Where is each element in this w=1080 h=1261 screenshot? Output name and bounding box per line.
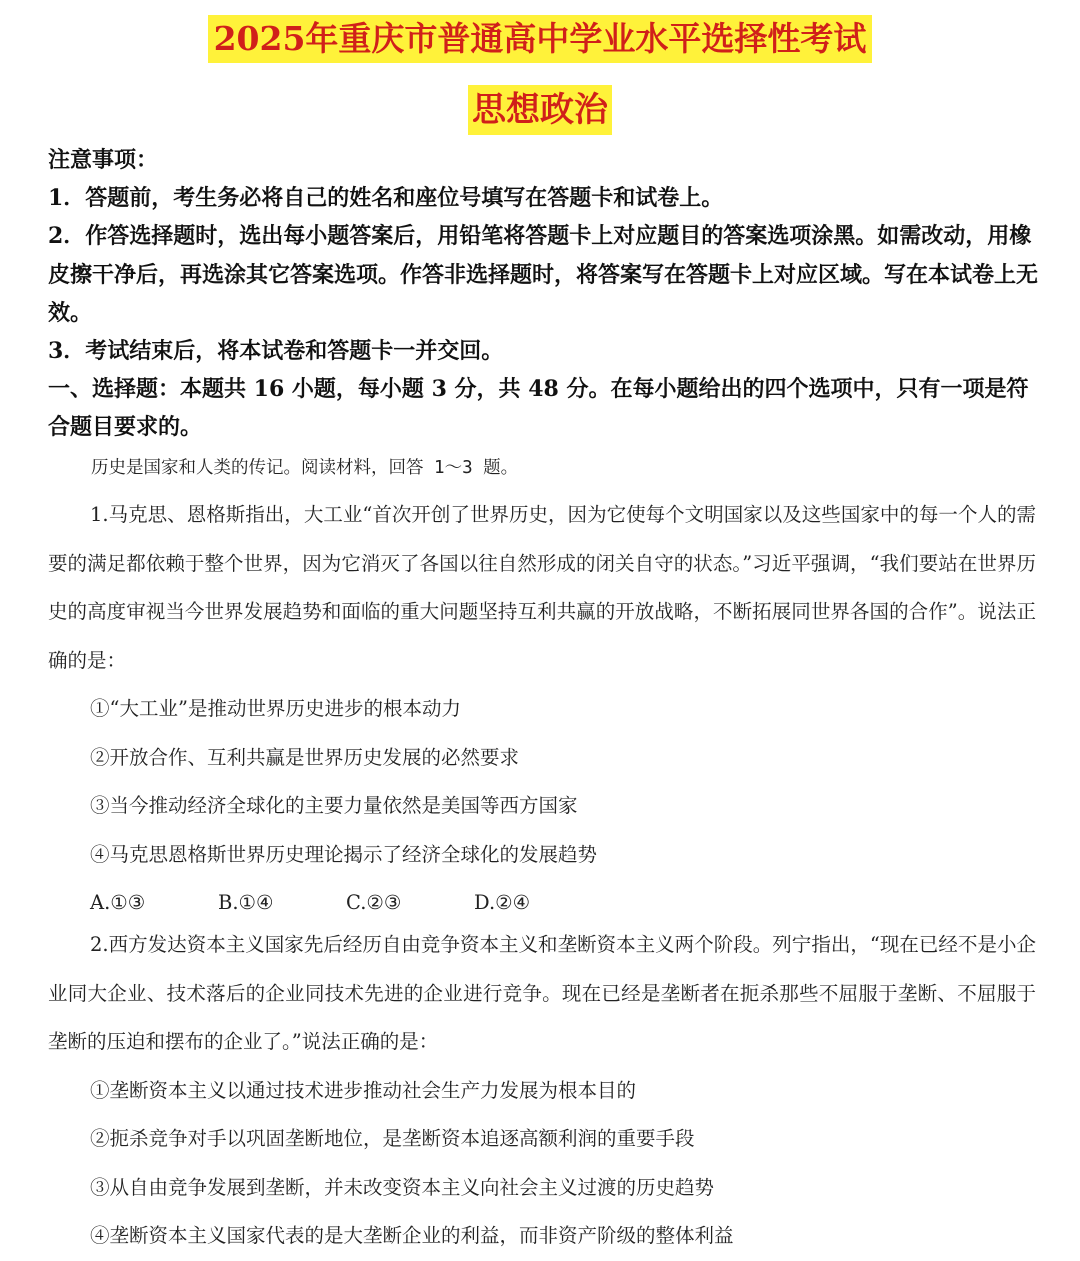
statement-option: ③当今推动经济全球化的主要力量依然是美国等西方国家 (90, 794, 578, 817)
statement-option: ④垄断资本主义国家代表的是大垄断企业的利益，而非资产阶级的整体利益 (90, 1224, 734, 1247)
instruction-item: 1．答题前，考生务必将自己的姓名和座位号填写在答题卡和试卷上。 (48, 185, 724, 212)
instructions-heading: 注意事项： (48, 147, 159, 173)
question-stem: 2.西方发达资本主义国家先后经历自由竞争资本主义和垄断资本主义两个阶段。列宁指出，“现在已经不是小企业同大企业、技术落后的企业同技术先进的企业进行竞争。现在已经是垄断者在扼杀那些不屈服于垄断、不屈服于垄断的压迫和摆布的企业了。”说法正确的是： (48, 933, 1036, 1053)
statement-option: ②扼杀竞争对手以巩固垄断地位，是垄断资本追逐高额利润的重要手段 (90, 1127, 695, 1150)
statement-option: ①垄断资本主义以通过技术进步推动社会生产力发展为根本目的 (90, 1078, 637, 1102)
statement-option: ④马克思恩格斯世界历史理论揭示了经济全球化的发展趋势 (90, 842, 598, 866)
exam-title: 2025年重庆市普通高中学业水平选择性考试 (208, 15, 873, 63)
choice-a: A.①③ (90, 891, 146, 914)
choice-c: C.②③ (346, 891, 402, 914)
choice-d: D.②④ (474, 891, 531, 914)
question-2 (48, 921, 1036, 1261)
question-stem: 1.马克思、恩格斯指出，大工业“首次开创了世界历史，因为它使每个文明国家以及这些国家中的每一个人的需要的满足都依赖于整个世界，因为它消灭了各国以往自然形成的闭关自守的状态。”习近平强调，“我们要站在世界历史的高度审视当今世界发展趋势和面临的重大问题坚持互利共赢的开放战略，不断拓展同世界各国的合作”。说法正确的是： (48, 503, 1036, 672)
instruction-item: 2．作答选择题时，选出每小题答案后，用铅笔将答题卡上对应题目的答案选项涂黑。如需改动，用橡皮擦干净后，再选涂其它答案选项。作答非选择题时，将答案写在答题卡上对应区域。写在本试卷上无效。 (48, 223, 1039, 326)
instruction-item: 3．考试结束后，将本试卷和答题卡一并交回。 (48, 338, 504, 365)
statement-option: ①“大工业”是推动世界历史进步的根本动力 (90, 697, 461, 720)
question-1 (48, 491, 1036, 928)
material-intro: 历史是国家和人类的传记。阅读材料，回答 1～3 题。 (91, 458, 519, 478)
subject-title: 思想政治 (468, 85, 612, 135)
section-heading: 一、选择题：本题共 16 小题，每小题 3 分，共 48 分。在每小题给出的四个选项中，只有一项是符合题目要求的。 (48, 376, 1029, 441)
subject-row (0, 85, 1080, 135)
statement-option: ③从自由竞争发展到垄断，并未改变资本主义向社会主义过渡的历史趋势 (90, 1175, 715, 1199)
instructions (48, 141, 1038, 447)
choice-b: B.①④ (218, 891, 274, 914)
title-row (0, 15, 1080, 63)
statement-option: ②开放合作、互利共赢是世界历史发展的必然要求 (90, 745, 520, 769)
